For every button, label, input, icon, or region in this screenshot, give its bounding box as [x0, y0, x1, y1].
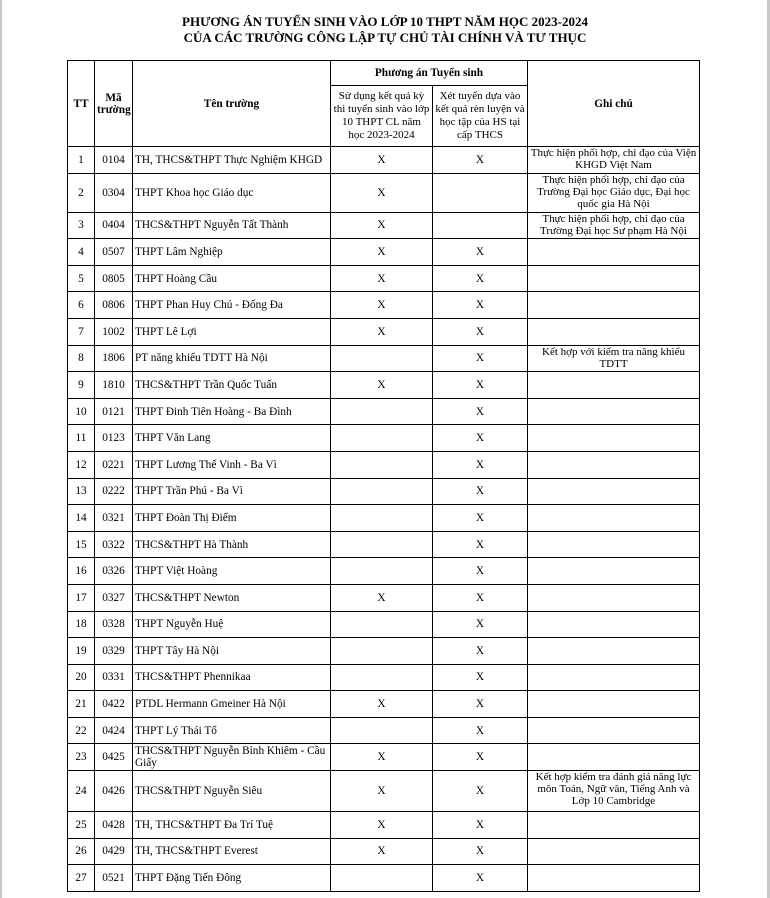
cell-ten-truong: THCS&THPT Hà Thành [133, 531, 331, 558]
cell-xet-tuyen: X [433, 505, 528, 532]
cell-tt: 2 [68, 173, 95, 212]
cell-ten-truong: THPT Đặng Tiến Đông [133, 865, 331, 892]
cell-xet-tuyen: X [433, 691, 528, 718]
cell-ma-truong: 0321 [95, 505, 133, 532]
cell-xet-tuyen: X [433, 147, 528, 174]
cell-xet-tuyen: X [433, 265, 528, 292]
cell-ket-qua-thi: X [331, 691, 433, 718]
cell-ma-truong: 0104 [95, 147, 133, 174]
cell-tt: 10 [68, 398, 95, 425]
cell-xet-tuyen: X [433, 638, 528, 665]
table-row [68, 838, 700, 865]
cell-ghi-chu [528, 611, 700, 638]
cell-ma-truong: 0521 [95, 865, 133, 892]
header-col-ket-qua-thi: Sử dụng kết quả kỳ thi tuyển sinh vào lớp 10 THPT CL năm học 2023-2024 [331, 86, 433, 147]
cell-ma-truong: 0221 [95, 451, 133, 478]
cell-ma-truong: 0123 [95, 425, 133, 452]
cell-ghi-chu [528, 239, 700, 266]
table-row [68, 173, 700, 212]
cell-xet-tuyen: X [433, 239, 528, 266]
cell-tt: 3 [68, 212, 95, 239]
cell-ma-truong: 1806 [95, 345, 133, 372]
cell-ten-truong: THPT Văn Lang [133, 425, 331, 452]
cell-ten-truong: THPT Trần Phú - Ba Vì [133, 478, 331, 505]
cell-ten-truong: THCS&THPT Nguyễn Tất Thành [133, 212, 331, 239]
cell-ten-truong: THPT Lâm Nghiệp [133, 239, 331, 266]
cell-ma-truong: 0424 [95, 717, 133, 744]
cell-xet-tuyen: X [433, 558, 528, 585]
cell-tt: 15 [68, 531, 95, 558]
cell-xet-tuyen: X [433, 865, 528, 892]
cell-ket-qua-thi: X [331, 265, 433, 292]
cell-ket-qua-thi [331, 505, 433, 532]
cell-ma-truong: 0425 [95, 744, 133, 771]
cell-ket-qua-thi [331, 664, 433, 691]
cell-xet-tuyen: X [433, 812, 528, 839]
table-row [68, 691, 700, 718]
cell-ket-qua-thi [331, 558, 433, 585]
cell-ket-qua-thi: X [331, 147, 433, 174]
cell-ghi-chu [528, 265, 700, 292]
cell-ten-truong: THPT Khoa học Giáo dục [133, 173, 331, 212]
table-row [68, 584, 700, 611]
cell-ten-truong: TH, THCS&THPT Đa Trí Tuệ [133, 812, 331, 839]
cell-ten-truong: THPT Nguyễn Huệ [133, 611, 331, 638]
cell-ket-qua-thi: X [331, 372, 433, 399]
cell-ket-qua-thi: X [331, 838, 433, 865]
cell-ket-qua-thi: X [331, 239, 433, 266]
cell-ten-truong: TH, THCS&THPT Everest [133, 838, 331, 865]
cell-ghi-chu [528, 505, 700, 532]
cell-ghi-chu [528, 865, 700, 892]
cell-ma-truong: 0222 [95, 478, 133, 505]
header-col-xet-tuyen: Xét tuyển dựa vào kết quả rèn luyện và học tập của HS tại cấp THCS [433, 86, 528, 147]
header-ma-truong: Mã trường [95, 61, 133, 147]
table-body [68, 147, 700, 892]
cell-ma-truong: 0429 [95, 838, 133, 865]
cell-ma-truong: 0426 [95, 771, 133, 812]
cell-ghi-chu [528, 638, 700, 665]
cell-ten-truong: PT năng khiếu TDTT Hà Nội [133, 345, 331, 372]
cell-ma-truong: 0326 [95, 558, 133, 585]
cell-ghi-chu [528, 558, 700, 585]
cell-ma-truong: 0806 [95, 292, 133, 319]
cell-tt: 16 [68, 558, 95, 585]
cell-ket-qua-thi: X [331, 584, 433, 611]
cell-ten-truong: THPT Việt Hoàng [133, 558, 331, 585]
table-row [68, 812, 700, 839]
cell-ghi-chu [528, 318, 700, 345]
cell-xet-tuyen: X [433, 478, 528, 505]
table-row [68, 292, 700, 319]
cell-xet-tuyen: X [433, 292, 528, 319]
cell-ghi-chu [528, 838, 700, 865]
cell-ghi-chu [528, 398, 700, 425]
cell-ghi-chu [528, 691, 700, 718]
cell-ket-qua-thi [331, 717, 433, 744]
cell-tt: 13 [68, 478, 95, 505]
cell-ket-qua-thi: X [331, 318, 433, 345]
cell-ten-truong: THCS&THPT Trần Quốc Tuấn [133, 372, 331, 399]
cell-tt: 24 [68, 771, 95, 812]
cell-xet-tuyen: X [433, 584, 528, 611]
cell-ma-truong: 0507 [95, 239, 133, 266]
cell-ma-truong: 0304 [95, 173, 133, 212]
cell-xet-tuyen: X [433, 664, 528, 691]
cell-tt: 26 [68, 838, 95, 865]
table-row [68, 638, 700, 665]
cell-ten-truong: PTDL Hermann Gmeiner Hà Nội [133, 691, 331, 718]
cell-tt: 25 [68, 812, 95, 839]
cell-ten-truong: THPT Tây Hà Nội [133, 638, 331, 665]
cell-ma-truong: 0404 [95, 212, 133, 239]
table-row [68, 744, 700, 771]
table-row [68, 239, 700, 266]
cell-ghi-chu: Thực hiện phối hợp, chỉ đạo của Trường Đại học Giáo dục, Đại học quốc gia Hà Nội [528, 173, 700, 212]
cell-ghi-chu: Thực hiện phối hợp, chỉ đạo của Trường Đại học Sư phạm Hà Nội [528, 212, 700, 239]
cell-ten-truong: THPT Hoàng Cầu [133, 265, 331, 292]
cell-tt: 12 [68, 451, 95, 478]
cell-ten-truong: THPT Lê Lợi [133, 318, 331, 345]
cell-ghi-chu [528, 717, 700, 744]
cell-tt: 18 [68, 611, 95, 638]
table-row [68, 558, 700, 585]
cell-ten-truong: THPT Đoàn Thị Điểm [133, 505, 331, 532]
cell-ghi-chu [528, 584, 700, 611]
page-edge-left [0, 0, 2, 898]
cell-ghi-chu [528, 292, 700, 319]
cell-ten-truong: THPT Đinh Tiên Hoàng - Ba Đình [133, 398, 331, 425]
table-row [68, 147, 700, 174]
cell-ghi-chu [528, 744, 700, 771]
cell-tt: 9 [68, 372, 95, 399]
cell-xet-tuyen: X [433, 425, 528, 452]
table-row [68, 611, 700, 638]
table-row [68, 531, 700, 558]
cell-tt: 14 [68, 505, 95, 532]
cell-ma-truong: 0121 [95, 398, 133, 425]
cell-tt: 7 [68, 318, 95, 345]
cell-ten-truong: THPT Lý Thái Tổ [133, 717, 331, 744]
table-row [68, 505, 700, 532]
cell-ghi-chu [528, 372, 700, 399]
cell-ma-truong: 0428 [95, 812, 133, 839]
cell-ghi-chu: Kết hợp kiểm tra đánh giá năng lực môn Toán, Ngữ văn, Tiếng Anh và Lớp 10 Cambridge [528, 771, 700, 812]
cell-tt: 1 [68, 147, 95, 174]
cell-xet-tuyen: X [433, 531, 528, 558]
title-line-2: CỦA CÁC TRƯỜNG CÔNG LẬP TỰ CHỦ TÀI CHÍNH VÀ TƯ THỤC [183, 30, 587, 45]
table-row [68, 865, 700, 892]
admissions-table [67, 60, 700, 892]
cell-tt: 11 [68, 425, 95, 452]
cell-tt: 20 [68, 664, 95, 691]
cell-ghi-chu [528, 451, 700, 478]
cell-tt: 19 [68, 638, 95, 665]
cell-ket-qua-thi: X [331, 812, 433, 839]
cell-ten-truong: THCS&THPT Phennikaa [133, 664, 331, 691]
cell-xet-tuyen: X [433, 345, 528, 372]
cell-xet-tuyen: X [433, 611, 528, 638]
table-row [68, 451, 700, 478]
header-ten-truong: Tên trường [133, 61, 331, 147]
cell-ma-truong: 0422 [95, 691, 133, 718]
cell-xet-tuyen: X [433, 838, 528, 865]
header-tt: TT [68, 61, 95, 147]
page-title [0, 14, 770, 46]
cell-tt: 22 [68, 717, 95, 744]
table-row [68, 372, 700, 399]
header-ghi-chu: Ghi chú [528, 61, 700, 147]
cell-ket-qua-thi [331, 345, 433, 372]
cell-ten-truong: THPT Phan Huy Chú - Đống Đa [133, 292, 331, 319]
cell-ma-truong: 1810 [95, 372, 133, 399]
cell-ma-truong: 0328 [95, 611, 133, 638]
cell-ma-truong: 0322 [95, 531, 133, 558]
cell-xet-tuyen: X [433, 771, 528, 812]
cell-xet-tuyen: X [433, 318, 528, 345]
cell-xet-tuyen [433, 173, 528, 212]
cell-ghi-chu [528, 664, 700, 691]
cell-ket-qua-thi [331, 865, 433, 892]
table-row [68, 345, 700, 372]
table-row [68, 717, 700, 744]
cell-ket-qua-thi: X [331, 771, 433, 812]
cell-ma-truong: 0805 [95, 265, 133, 292]
table-row [68, 212, 700, 239]
table-row [68, 318, 700, 345]
cell-ket-qua-thi: X [331, 212, 433, 239]
table-row [68, 771, 700, 812]
cell-ket-qua-thi [331, 638, 433, 665]
cell-ten-truong: THCS&THPT Newton [133, 584, 331, 611]
cell-tt: 23 [68, 744, 95, 771]
cell-xet-tuyen [433, 212, 528, 239]
table-row [68, 425, 700, 452]
cell-ket-qua-thi [331, 398, 433, 425]
cell-ket-qua-thi: X [331, 292, 433, 319]
cell-xet-tuyen: X [433, 372, 528, 399]
cell-ghi-chu: Kết hợp với kiểm tra năng khiếu TDTT [528, 345, 700, 372]
cell-ket-qua-thi [331, 611, 433, 638]
cell-xet-tuyen: X [433, 744, 528, 771]
cell-ket-qua-thi [331, 451, 433, 478]
cell-ma-truong: 1002 [95, 318, 133, 345]
table-row [68, 265, 700, 292]
cell-xet-tuyen: X [433, 717, 528, 744]
cell-ghi-chu [528, 478, 700, 505]
cell-ghi-chu [528, 425, 700, 452]
cell-ten-truong: THPT Lương Thế Vinh - Ba Vì [133, 451, 331, 478]
cell-ghi-chu [528, 812, 700, 839]
header-phuong-an: Phương án Tuyển sinh [331, 61, 528, 86]
cell-tt: 5 [68, 265, 95, 292]
cell-ma-truong: 0331 [95, 664, 133, 691]
cell-tt: 27 [68, 865, 95, 892]
cell-ghi-chu: Thực hiện phối hợp, chỉ đạo của Viện KHGD Việt Nam [528, 147, 700, 174]
cell-ma-truong: 0329 [95, 638, 133, 665]
cell-ket-qua-thi: X [331, 744, 433, 771]
table-row [68, 664, 700, 691]
cell-xet-tuyen: X [433, 451, 528, 478]
cell-ma-truong: 0327 [95, 584, 133, 611]
cell-ghi-chu [528, 531, 700, 558]
cell-tt: 8 [68, 345, 95, 372]
cell-ten-truong: TH, THCS&THPT Thực Nghiệm KHGD [133, 147, 331, 174]
cell-tt: 21 [68, 691, 95, 718]
cell-tt: 17 [68, 584, 95, 611]
cell-ket-qua-thi [331, 425, 433, 452]
cell-tt: 6 [68, 292, 95, 319]
cell-ket-qua-thi: X [331, 173, 433, 212]
table-row [68, 398, 700, 425]
cell-xet-tuyen: X [433, 398, 528, 425]
cell-ten-truong: THCS&THPT Nguyễn Siêu [133, 771, 331, 812]
cell-tt: 4 [68, 239, 95, 266]
cell-ten-truong: THCS&THPT Nguyễn Bỉnh Khiêm - Cầu Giấy [133, 744, 331, 771]
title-line-1: PHƯƠNG ÁN TUYỂN SINH VÀO LỚP 10 THPT NĂM HỌC 2023-2024 [182, 14, 588, 29]
cell-ket-qua-thi [331, 531, 433, 558]
cell-ket-qua-thi [331, 478, 433, 505]
table-row [68, 478, 700, 505]
